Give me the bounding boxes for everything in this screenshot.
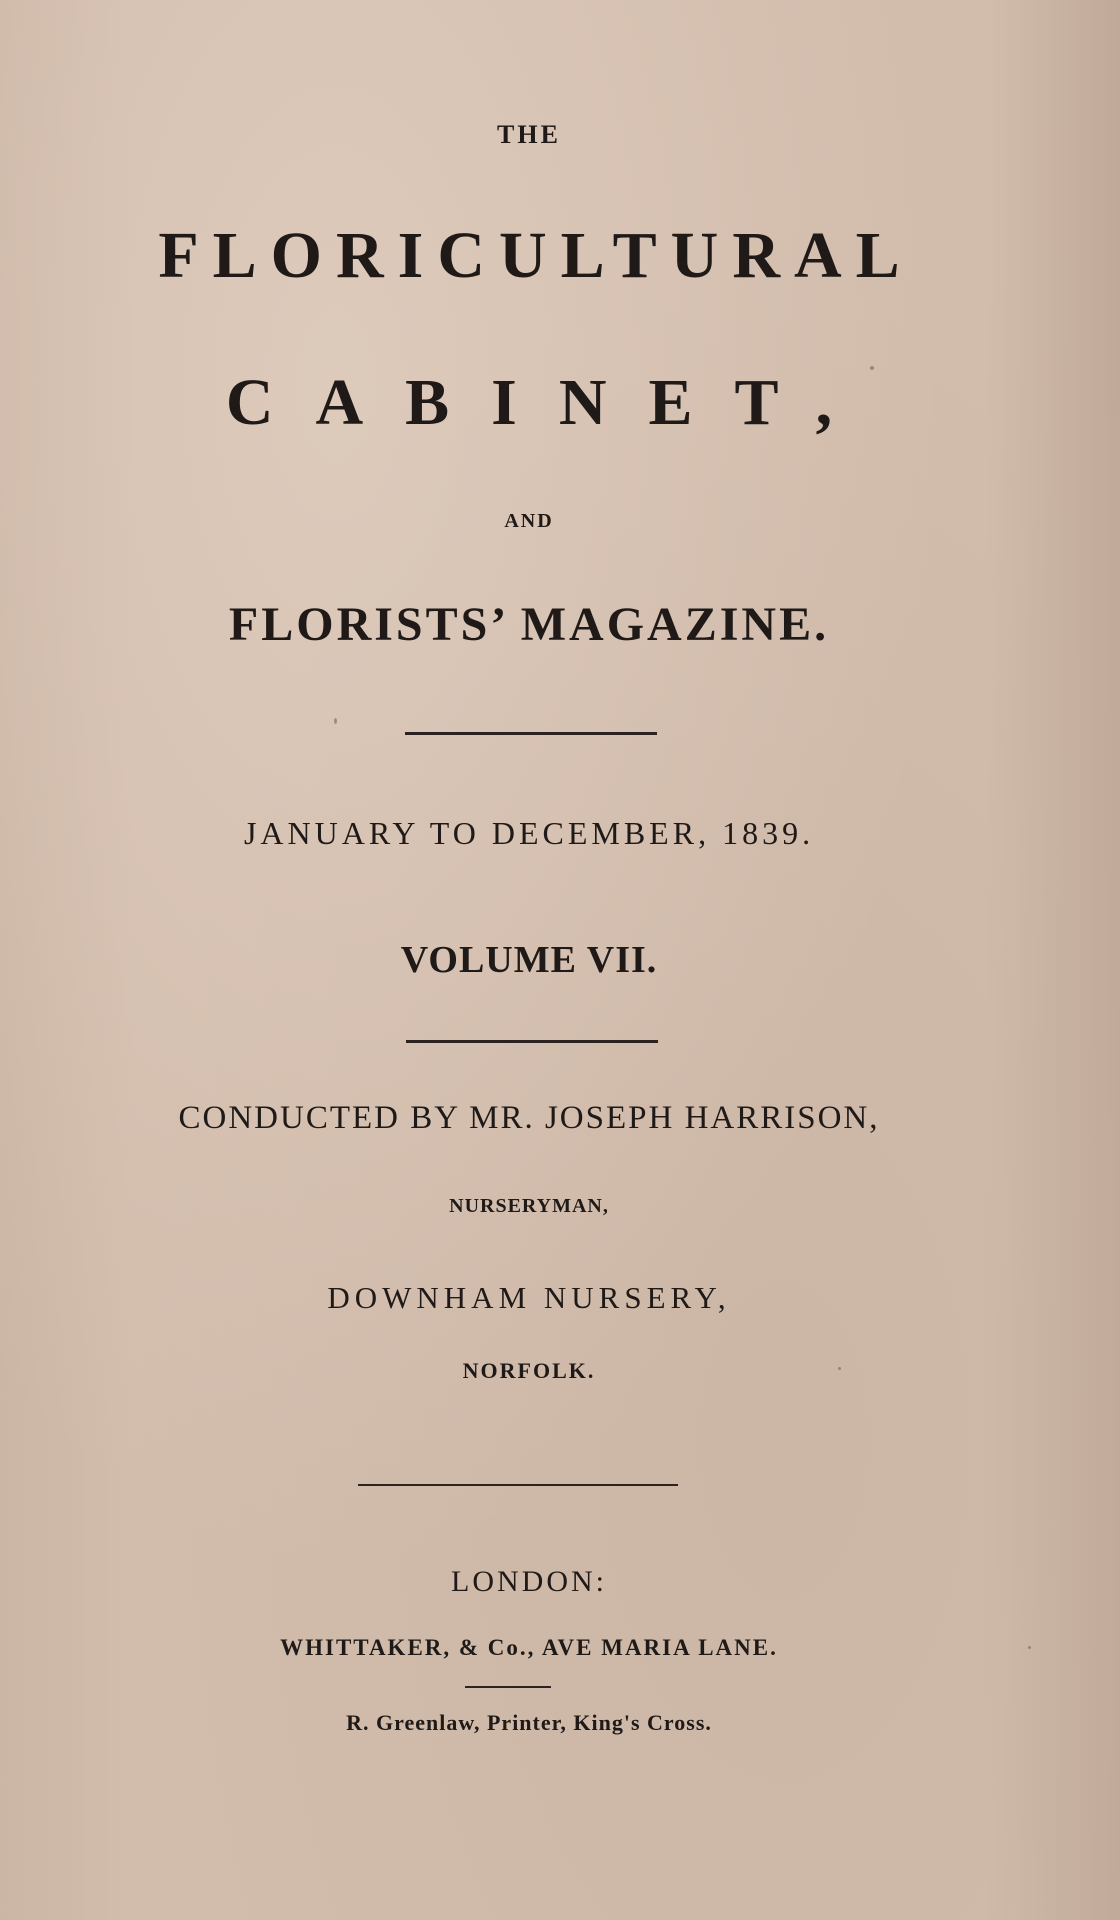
county-name: NORFOLK. [462,1358,596,1383]
title-article: THE [497,120,561,149]
main-title-line-1: FLORICULTURAL [158,219,914,292]
editor-line: CONDUCTED BY MR. JOSEPH HARRISON, [178,1100,880,1136]
paper-speck [1028,1646,1031,1649]
title-conjunction: AND [504,510,554,532]
divider-rule [406,1040,658,1043]
paper-speck [870,366,874,370]
divider-rule [405,732,657,735]
volume-number: VOLUME VII. [400,939,658,981]
main-title-line-2: CABINET, [225,366,875,439]
paper-speck [334,718,337,724]
divider-rule [358,1484,678,1486]
imprint-printer: R. Greenlaw, Printer, King's Cross. [346,1710,712,1735]
date-range: JANUARY TO DECEMBER, 1839. [243,815,815,851]
nursery-name: DOWNHAM NURSERY, [327,1280,731,1315]
subtitle: FLORISTS’ MAGAZINE. [228,598,830,651]
imprint-publisher: WHITTAKER, & Co., AVE MARIA LANE. [280,1635,778,1660]
short-divider-rule [465,1686,551,1688]
editor-occupation: NURSERYMAN, [449,1195,609,1217]
paper-speck [838,1367,841,1370]
imprint-city: LONDON: [451,1565,607,1598]
